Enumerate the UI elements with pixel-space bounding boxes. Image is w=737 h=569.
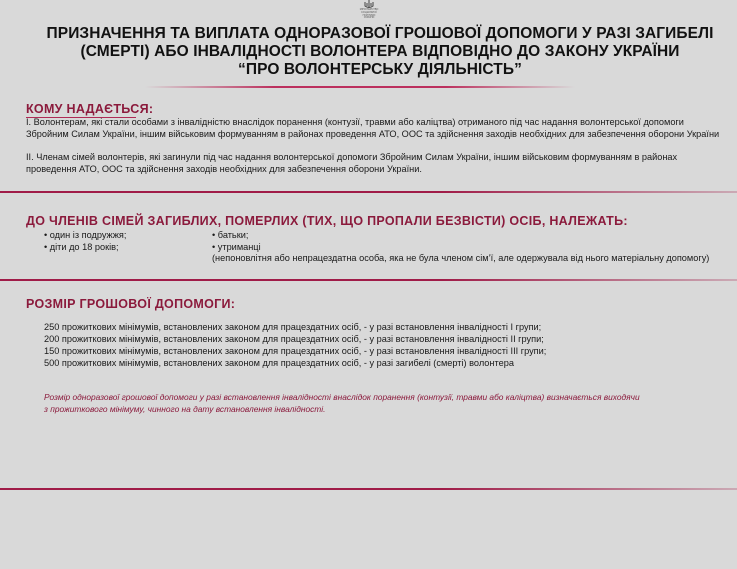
section-who-paragraph-2 <box>26 152 677 175</box>
note-line-1: Розмір одноразової грошової допомоги у разі встановлення інвалідності внаслідок поранення (контузії, травми або каліцтва) визначається виходячи <box>44 392 640 402</box>
amount-list <box>44 321 546 369</box>
section-who-paragraph-1 <box>26 117 719 140</box>
emblem-caption: МІНІСТЕРСТВО СОЦІАЛЬНОЇ ПОЛІТИКИ УКРАЇНИ <box>359 8 379 20</box>
section-divider-2 <box>0 279 737 281</box>
amount-note <box>44 391 640 415</box>
note-line-2: з прожиткового мінімуму, чинного на дату встановлення інвалідності. <box>44 404 326 414</box>
family-members-column-2 <box>212 230 709 265</box>
list-item: 150 прожиткових мінімумів, встановлених законом для працездатних осіб, - у разі встановлення інвалідності III групи; <box>44 346 547 356</box>
list-item: • діти до 18 років; <box>44 241 119 252</box>
section-who-heading: КОМУ НАДАЄТЬСЯ: <box>26 102 154 116</box>
paragraph-2-line-1: II. Членам сімей волонтерів, які загинули під час надання волонтерської допомоги Збройним Силам України, іншим військовим формуванням в районах <box>26 152 678 162</box>
title-line-2: (СМЕРТІ) АБО ІНВАЛІДНОСТІ ВОЛОНТЕРА ВІДПОВІДНО ДО ЗАКОНУ УКРАЇНИ <box>80 43 680 60</box>
family-members-column-1 <box>44 230 126 253</box>
paragraph-1-line-1: I. Волонтерам, які стали особами з інвалідністю внаслідок поранення (контузії, травми або каліцтва) отриманого під час надання волонтерської допомоги <box>26 117 684 127</box>
paragraph-1-line-2: Збройним Силам України, іншим військовим формуванням в районах проведення АТО, ООС та здійснення заходів необхідних для забезпечення оборони України <box>26 128 720 139</box>
list-item: 250 прожиткових мінімумів, встановлених законом для працездатних осіб, - у разі встановлення інвалідності I групи; <box>44 322 542 332</box>
list-item: 200 прожиткових мінімумів, встановлених законом для працездатних осіб, - у разі встановлення інвалідності II групи; <box>44 334 544 344</box>
title-underline <box>145 86 575 88</box>
list-item: 500 прожиткових мінімумів, встановлених законом для працездатних осіб, - у разі загибелі (смерті) волонтера <box>44 358 514 368</box>
section-divider-1 <box>0 191 737 193</box>
section-divider-3 <box>0 488 737 490</box>
ministry-emblem <box>346 0 392 20</box>
title-line-1: ПРИЗНАЧЕННЯ ТА ВИПЛАТА ОДНОРАЗОВОЇ ГРОШОВОЇ ДОПОМОГИ У РАЗІ ЗАГИБЕЛІ <box>46 25 714 42</box>
list-item: • один із подружжя; <box>44 230 127 240</box>
list-item: • утриманці <box>212 241 261 252</box>
section-amount-heading: РОЗМІР ГРОШОВОЇ ДОПОМОГИ: <box>26 297 236 311</box>
page-title <box>40 25 720 79</box>
title-line-3: “ПРО ВОЛОНТЕРСЬКУ ДІЯЛЬНІСТЬ” <box>238 61 522 78</box>
list-item: • батьки; <box>212 230 249 240</box>
paragraph-2-line-2: проведення АТО, ООС та здійснення заходів необхідних для забезпечення оборони України. <box>26 163 422 174</box>
section-family-heading: ДО ЧЛЕНІВ СІМЕЙ ЗАГИБЛИХ, ПОМЕРЛИХ (ТИХ, ЩО ПРОПАЛИ БЕЗВІСТИ) ОСІБ, НАЛЕЖАТЬ: <box>26 214 628 228</box>
list-item-note: (непоновлітня або непрацездатна особа, яка не була членом сім’ї, але одержувала від нього матеріальну допомогу) <box>212 253 710 263</box>
